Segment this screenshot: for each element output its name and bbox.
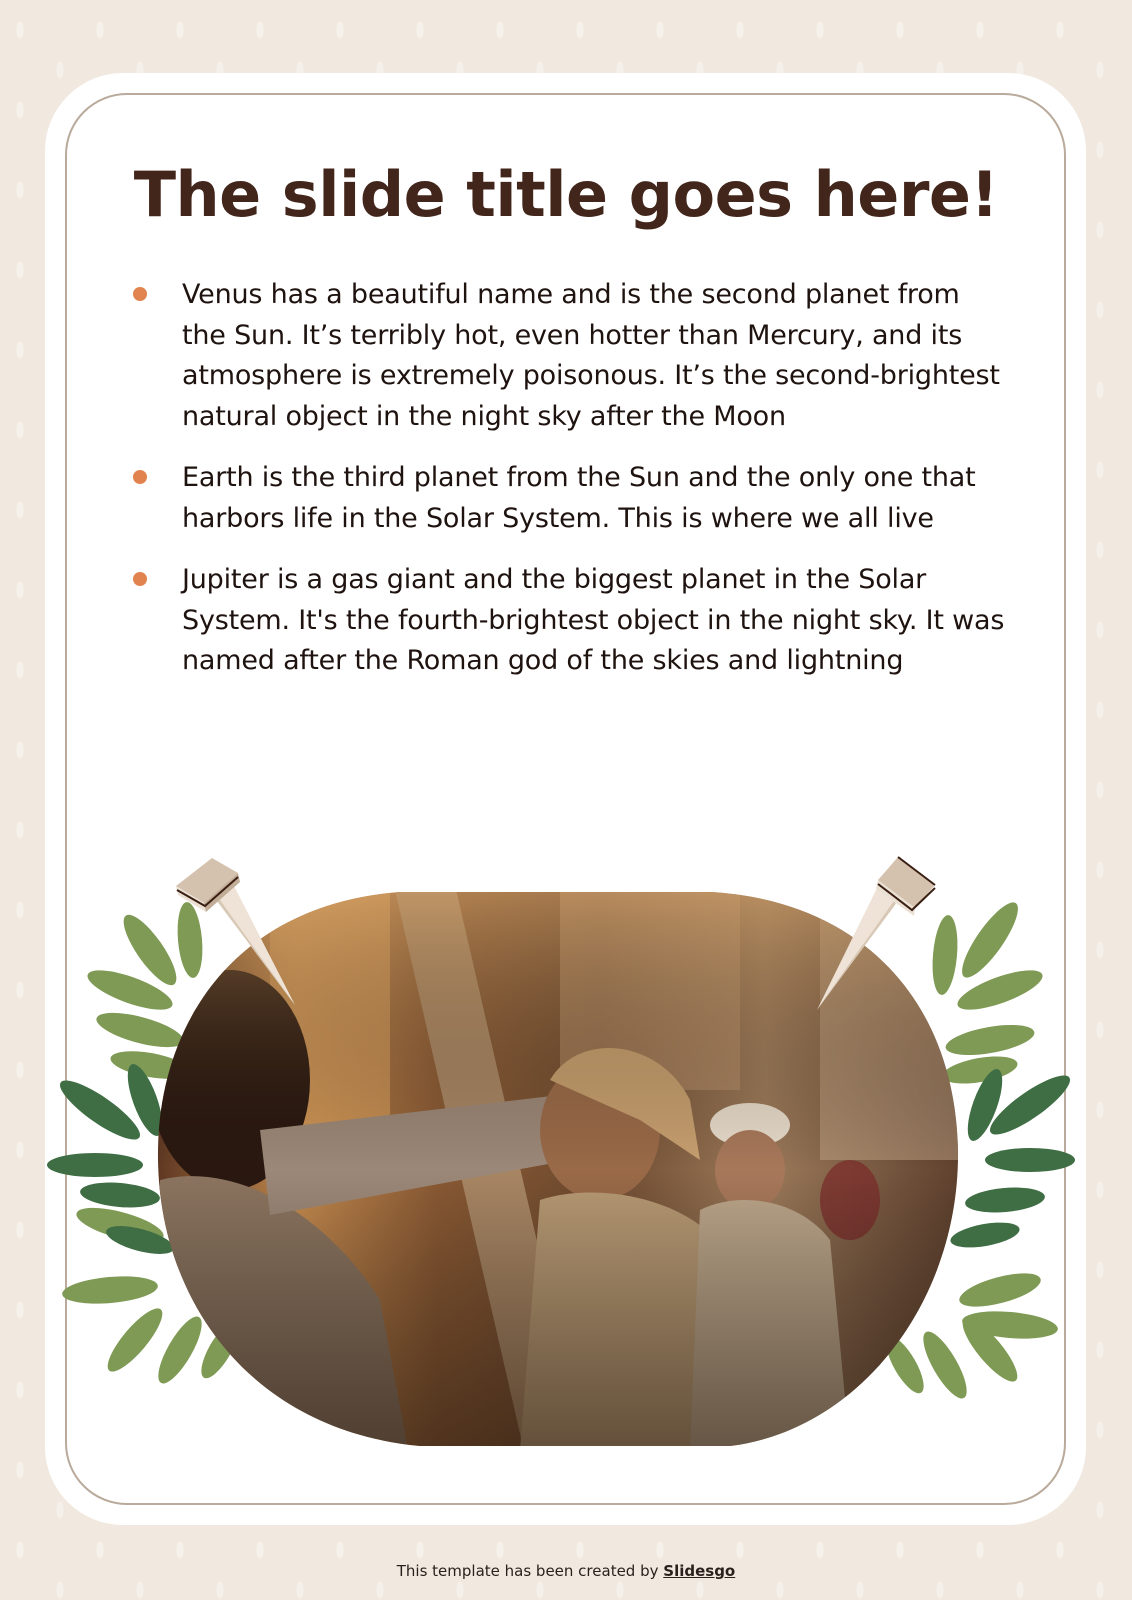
- bullet-dot-icon: [133, 470, 147, 484]
- bullet-dot-icon: [133, 572, 147, 586]
- footer-credit: [0, 1562, 1132, 1580]
- bullet-item: [130, 458, 1010, 539]
- bullet-item: [130, 275, 1010, 437]
- bullet-text: Earth is the third planet from the Sun and the only one that harbors life in the Solar System. This is where we all live: [182, 462, 976, 534]
- slidesgo-link[interactable]: Slidesgo: [663, 1562, 736, 1580]
- footer-text: This template has been created by: [396, 1562, 664, 1580]
- bullet-text: Venus has a beautiful name and is the second planet from the Sun. It’s terribly hot, even hotter than Mercury, and its atmosphere is extremely poisonous. It’s the second-brightest natural object in the night sky after the Moon: [182, 279, 1000, 432]
- slide-title: The slide title goes here!: [133, 158, 999, 231]
- bullet-item: [130, 560, 1010, 682]
- bullet-text: Jupiter is a gas giant and the biggest planet in the Solar System. It's the fourth-brightest object in the night sky. It was named after the Roman god of the skies and lightning: [182, 564, 1005, 676]
- bullet-list: [130, 275, 1010, 703]
- bullet-dot-icon: [133, 287, 147, 301]
